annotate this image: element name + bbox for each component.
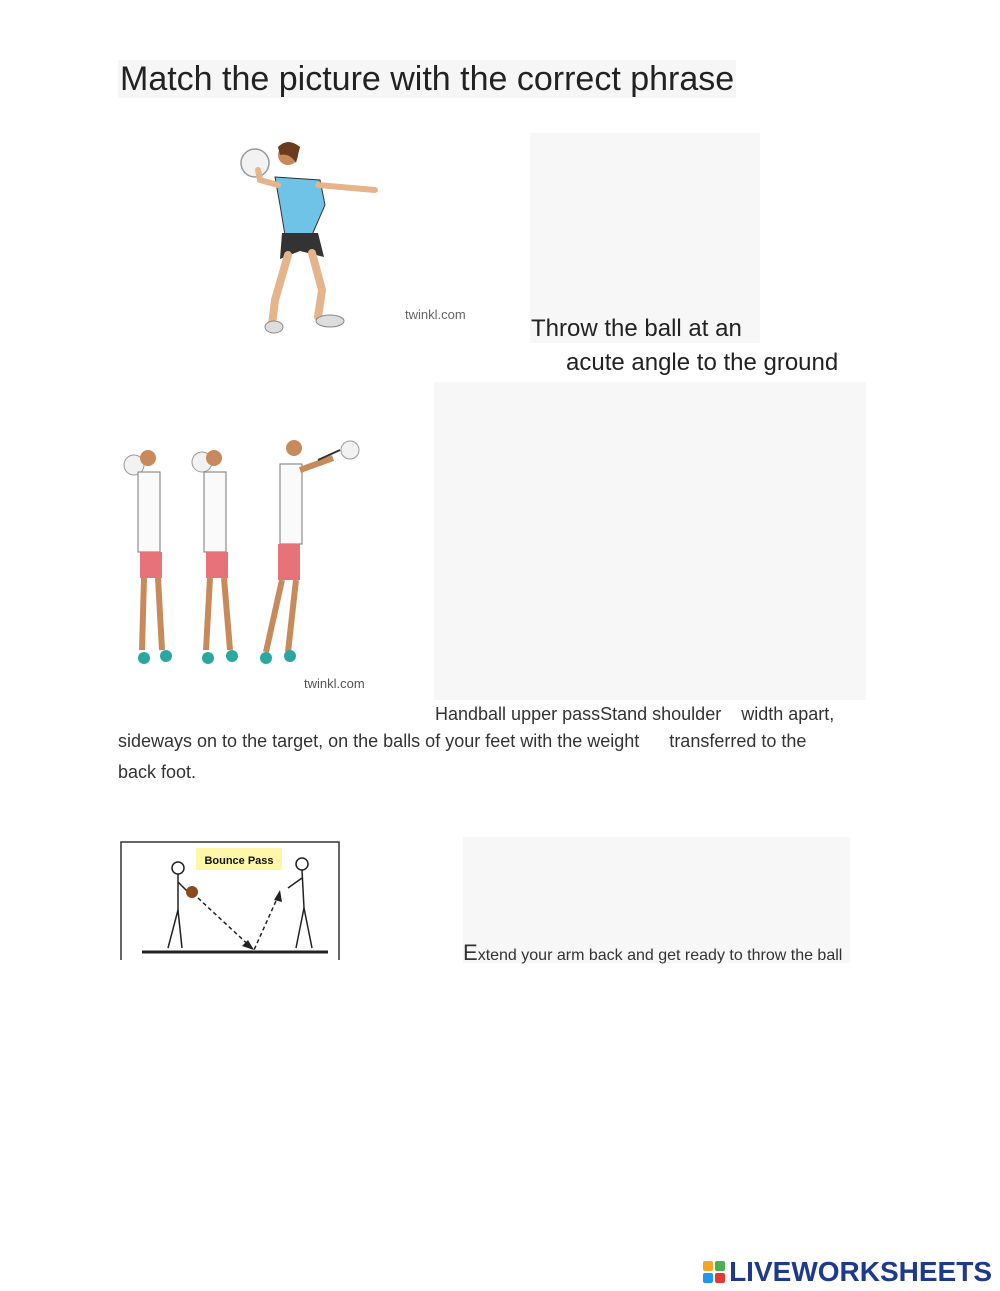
phrase-1-line-2: acute angle to the ground <box>566 349 839 376</box>
phrase-3 <box>463 940 842 966</box>
phrase-3-rest: xtend your arm back and get ready to throw the ball <box>477 947 843 964</box>
handball-pass-sequence-illustration <box>118 430 378 695</box>
phrase-2-line-2: sideways on to the target, on the balls of your feet with the weight transferred to the <box>118 731 807 751</box>
answer-box-2[interactable] <box>434 382 866 700</box>
watermark: twinkl.com <box>304 676 365 691</box>
bounce-pass-diagram <box>120 840 342 964</box>
phrase-1-line-1: Throw the ball at an <box>531 315 742 342</box>
phrase-2-line-1: Handball upper passStand shoulder width apart, <box>435 704 835 724</box>
figure-step-3 <box>260 440 359 664</box>
figure-step-2 <box>192 450 238 664</box>
liveworksheets-logo <box>703 1256 992 1288</box>
logo-mark-icon <box>703 1261 725 1283</box>
phrase-3-initial: E <box>463 940 478 965</box>
diagram-label: Bounce Pass <box>204 855 274 867</box>
throwing-girl-illustration <box>230 135 480 340</box>
watermark: twinkl.com <box>405 307 466 322</box>
page-title: Match the picture with the correct phrase <box>120 60 735 98</box>
phrase-2-line-3: back foot. <box>118 762 197 782</box>
figure-step-1 <box>124 450 172 664</box>
logo-text: LIVEWORKSHEETS <box>729 1256 992 1287</box>
